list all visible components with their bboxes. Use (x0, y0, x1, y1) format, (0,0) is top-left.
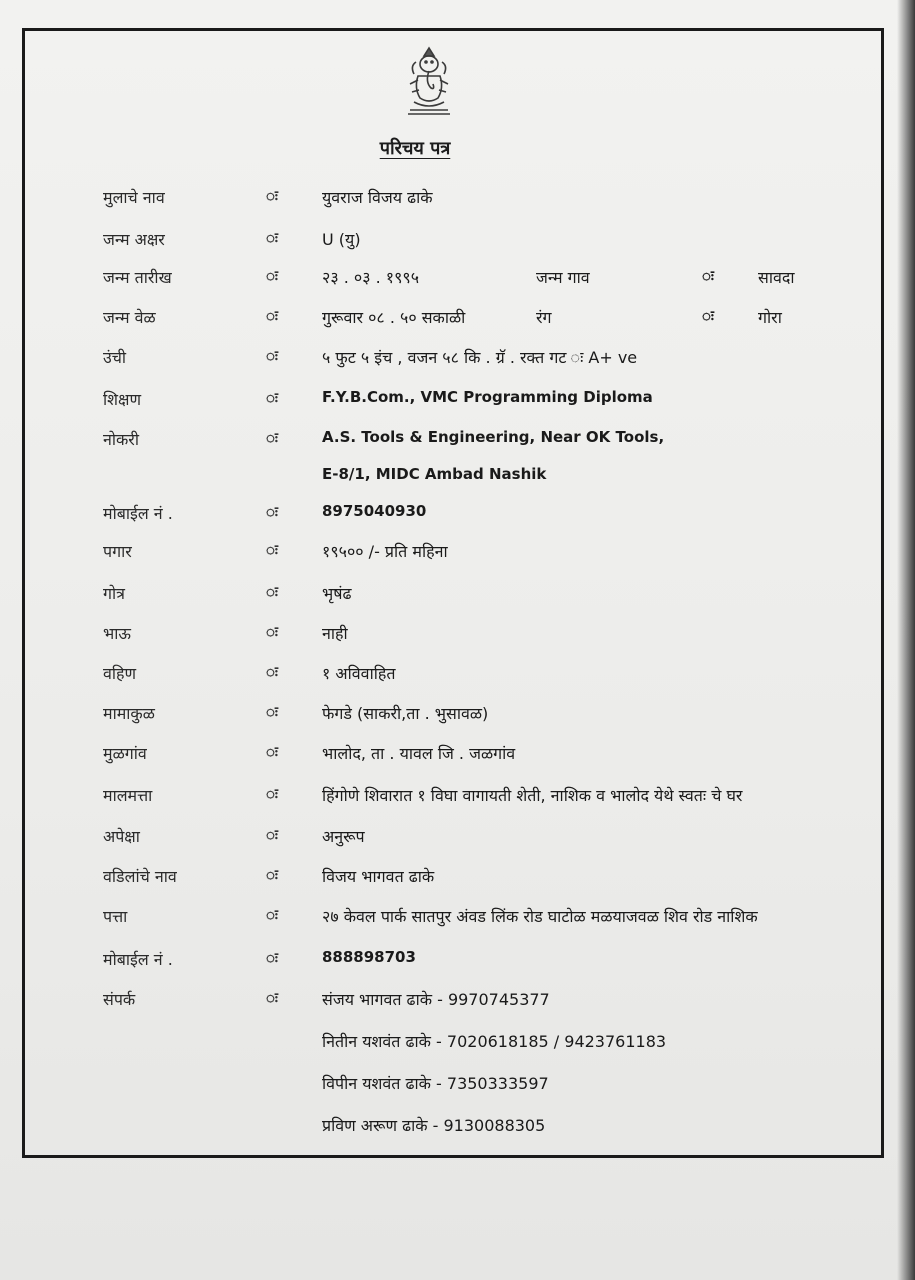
page-title: परिचय पत्र (379, 138, 451, 159)
detail-row (0, 702, 900, 730)
separator-colon: ः (266, 503, 278, 521)
detail-row (0, 988, 900, 1016)
detail-value: विजय भागवत ढाके (322, 867, 435, 886)
separator-colon: ः (266, 267, 278, 285)
detail-row (0, 948, 900, 976)
detail-label: मालमत्ता (103, 786, 153, 805)
separator-colon: ः (266, 623, 278, 641)
detail-extra-label: रंग (536, 308, 552, 327)
detail-row (0, 540, 900, 568)
detail-value: अनुरूप (322, 827, 365, 846)
detail-value: गुरूवार ०८ . ५० सकाळी (322, 308, 466, 327)
separator-colon: ः (266, 583, 278, 601)
detail-value: F.Y.B.Com., VMC Programming Diploma (322, 388, 653, 406)
detail-row (0, 306, 900, 334)
detail-value: नाही (322, 624, 348, 643)
detail-row (0, 825, 900, 853)
detail-label: उंची (103, 348, 127, 367)
detail-label: पत्ता (103, 907, 128, 926)
detail-value: 8975040930 (322, 502, 427, 520)
detail-label: वडिलांचे नाव (103, 867, 177, 886)
separator-colon: ः (266, 703, 278, 721)
ganesha-icon (402, 44, 456, 118)
detail-value: १ अविवाहित (322, 664, 396, 683)
separator-colon: ः (266, 663, 278, 681)
detail-value: २७ केवल पार्क सातपुर अंवड लिंक रोड घाटोळ मळयाजवळ शिव रोड नाशिक (322, 907, 758, 926)
detail-label: मोबाईल नं . (103, 950, 173, 969)
detail-value: U (यु) (322, 230, 361, 249)
detail-value: युवराज विजय ढाके (322, 188, 433, 207)
detail-label: जन्म वेळ (103, 308, 156, 327)
detail-value: नितीन यशवंत ढाके - 7020618185 / 9423761183 (322, 1032, 667, 1051)
detail-value: फेगडे (साकरी,ता . भुसावळ) (322, 704, 489, 723)
detail-value: विपीन यशवंत ढाके - 7350333597 (322, 1074, 549, 1093)
detail-row (0, 186, 900, 214)
detail-value: E-8/1, MIDC Ambad Nashik (322, 465, 547, 483)
detail-row (0, 784, 900, 812)
detail-label: मोबाईल नं . (103, 504, 173, 523)
detail-label: संपर्क (103, 990, 136, 1009)
detail-value: 888898703 (322, 948, 416, 966)
detail-row (0, 905, 900, 933)
separator-colon: ः (266, 785, 278, 803)
separator-colon: ः (266, 229, 278, 247)
detail-value: संजय भागवत ढाके - 9970745377 (322, 990, 550, 1009)
separator-colon: ः (266, 187, 278, 205)
detail-row (0, 622, 900, 650)
separator-colon: ः (266, 989, 278, 1007)
separator-colon: ः (702, 307, 714, 325)
detail-label: मुलाचे नाव (103, 188, 165, 207)
separator-colon: ः (266, 347, 278, 365)
separator-colon: ः (266, 429, 278, 447)
separator-colon: ः (266, 949, 278, 967)
detail-row (0, 662, 900, 690)
detail-extra-label: जन्म गाव (536, 268, 590, 287)
detail-label: शिक्षण (103, 390, 142, 409)
detail-label: जन्म तारीख (103, 268, 172, 287)
detail-value: प्रविण अरूण ढाके - 9130088305 (322, 1116, 546, 1135)
detail-row (0, 1072, 900, 1100)
detail-value: ५ फुट ५ इंच , वजन ५८ कि . ग्रॅ . रक्त गट ः A+ ve (322, 348, 638, 367)
separator-colon: ः (266, 826, 278, 844)
detail-label: मामाकुळ (103, 704, 155, 723)
detail-label: नोकरी (103, 430, 140, 449)
separator-colon: ः (266, 906, 278, 924)
detail-value: १९५०० /- प्रति महिना (322, 542, 448, 561)
detail-value: २३ . ०३ . १९९५ (322, 268, 420, 287)
detail-label: मुळगांव (103, 744, 147, 763)
separator-colon: ः (266, 307, 278, 325)
detail-row (0, 502, 900, 530)
detail-row (0, 346, 900, 374)
detail-label: गोत्र (103, 584, 125, 603)
detail-value: भालोद, ता . यावल जि . जळगांव (322, 744, 516, 763)
detail-row (0, 1114, 900, 1142)
detail-extra-value: गोरा (758, 308, 782, 327)
detail-label: जन्म अक्षर (103, 230, 165, 249)
detail-row (0, 1030, 900, 1058)
detail-label: अपेक्षा (103, 827, 140, 846)
detail-row (0, 742, 900, 770)
detail-value: हिंगोणे शिवारात १ विघा वागायती शेती, नाशिक व भालोद येथे स्वतः चे घर (322, 786, 743, 805)
detail-value: भृषंढ (322, 584, 352, 603)
detail-row (0, 865, 900, 893)
detail-label: वहिण (103, 664, 137, 683)
separator-colon: ः (266, 743, 278, 761)
detail-row (0, 582, 900, 610)
detail-row (0, 228, 900, 256)
detail-label: भाऊ (103, 624, 131, 643)
detail-value: A.S. Tools & Engineering, Near OK Tools, (322, 428, 665, 446)
separator-colon: ः (702, 267, 714, 285)
detail-label: पगार (103, 542, 132, 561)
detail-row (0, 388, 900, 416)
separator-colon: ः (266, 389, 278, 407)
detail-row (0, 465, 900, 493)
detail-row (0, 266, 900, 294)
detail-row (0, 428, 900, 456)
detail-extra-value: सावदा (758, 268, 795, 287)
separator-colon: ः (266, 866, 278, 884)
separator-colon: ः (266, 541, 278, 559)
